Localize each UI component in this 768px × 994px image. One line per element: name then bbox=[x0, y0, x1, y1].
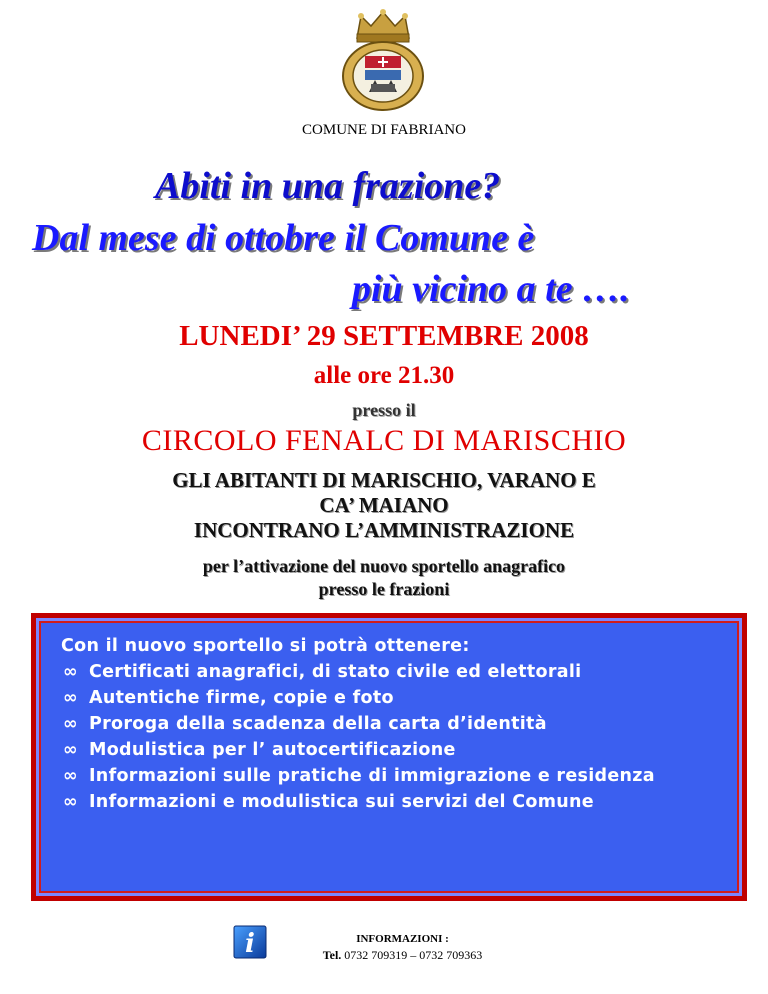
infinity-bullet-icon: ∞ bbox=[63, 714, 78, 734]
purpose-line2: presso le frazioni bbox=[318, 579, 450, 599]
services-item: ∞ Certificati anagrafici, di stato civile ed elettorali bbox=[61, 659, 717, 685]
event-presso: presso il bbox=[352, 400, 416, 420]
info-icon bbox=[233, 925, 267, 959]
services-item: ∞ Modulistica per l’ autocertificazione bbox=[61, 737, 717, 763]
tel-numbers: 0732 709319 – 0732 709363 bbox=[344, 948, 483, 962]
residents-line1: GLI ABITANTI DI MARISCHIO, VARANO E bbox=[172, 468, 596, 492]
coat-of-arms-icon bbox=[335, 8, 431, 112]
event-time: alle ore 21.30 bbox=[313, 362, 455, 389]
svg-text:i: i bbox=[245, 929, 255, 959]
services-item: ∞ Informazioni sulle pratiche di immigrazione e residenza bbox=[61, 763, 717, 789]
services-list bbox=[61, 659, 717, 815]
event-purpose bbox=[0, 555, 768, 601]
tel-label: Tel. bbox=[322, 948, 342, 962]
infinity-bullet-icon: ∞ bbox=[63, 662, 78, 682]
event-date: LUNEDI’ 29 SETTEMBRE 2008 bbox=[179, 320, 589, 352]
comune-title: COMUNE DI FABRIANO bbox=[302, 122, 466, 138]
services-item: ∞ Proroga della scadenza della carta d’identità bbox=[61, 711, 717, 737]
infinity-bullet-icon: ∞ bbox=[63, 792, 78, 812]
event-residents bbox=[0, 468, 768, 518]
purpose-line1: per l’attivazione del nuovo sportello anagrafico bbox=[202, 556, 566, 576]
infinity-bullet-icon: ∞ bbox=[63, 740, 78, 760]
residents-line2: CA’ MAIANO bbox=[319, 493, 449, 517]
infinity-bullet-icon: ∞ bbox=[63, 688, 78, 708]
headline-line3: più vicino a te …. bbox=[352, 268, 630, 310]
info-title: INFORMAZIONI : bbox=[356, 933, 449, 945]
event-meet: INCONTRANO L’AMMINISTRAZIONE bbox=[193, 518, 575, 542]
info-telephone bbox=[290, 948, 515, 963]
headline-line1: Abiti in una frazione? bbox=[155, 165, 501, 207]
event-venue: CIRCOLO FENALC DI MARISCHIO bbox=[141, 424, 627, 457]
headline-line2: Dal mese di ottobre il Comune è bbox=[32, 217, 535, 259]
services-item: ∞ Informazioni e modulistica sui servizi del Comune bbox=[61, 789, 717, 815]
services-box bbox=[31, 613, 747, 901]
infinity-bullet-icon: ∞ bbox=[63, 766, 78, 786]
services-title: Con il nuovo sportello si potrà ottenere: bbox=[61, 636, 470, 656]
services-item: ∞ Autentiche firme, copie e foto bbox=[61, 685, 717, 711]
